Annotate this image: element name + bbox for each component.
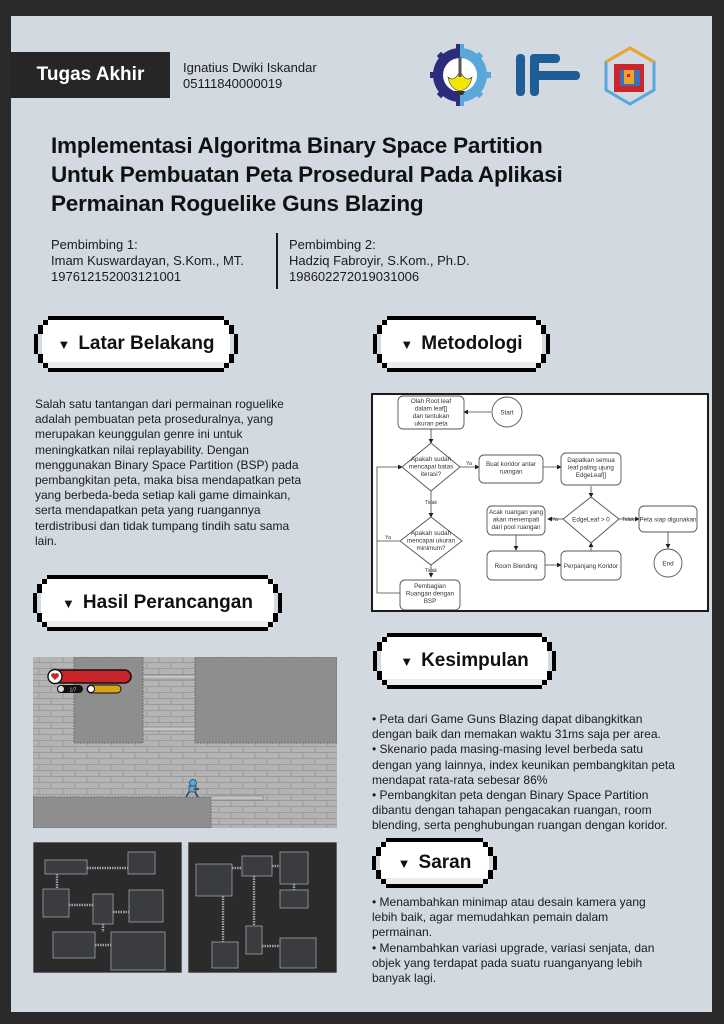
triangle-down-icon: ▼ bbox=[400, 336, 414, 352]
advisor-1-name: Imam Kuswardayan, S.Kom., MT. bbox=[51, 253, 244, 268]
text-line: lebih baik, agar memudahkan pemain dalam bbox=[372, 910, 609, 925]
text-line: permainan. bbox=[372, 925, 433, 940]
text-line: • Menambahkan variasi upgrade, variasi senjata, dan bbox=[372, 940, 655, 955]
flow-text: Olah Root leaf bbox=[410, 398, 452, 405]
flow-text: akan menempati bbox=[492, 516, 540, 524]
text-line: dengan yang lainnya, index keunikan pembangkitan peta bbox=[372, 757, 675, 772]
flow-edge-label: Ya bbox=[552, 517, 558, 523]
kesimpulan-text bbox=[372, 712, 707, 834]
text-line: • Menambahkan minimap atau desain kamera yang bbox=[372, 895, 646, 909]
flow-text: Room Blending bbox=[494, 563, 538, 570]
flow-text: ruangan bbox=[499, 468, 523, 476]
flow-text: dari pool ruangan bbox=[491, 524, 541, 531]
section-title: Metodologi bbox=[421, 333, 523, 354]
flow-text: dalam leaf[] bbox=[414, 405, 448, 413]
its-logo bbox=[430, 44, 491, 106]
flow-text: leaf paling ujung bbox=[568, 464, 614, 472]
saran-text bbox=[372, 895, 707, 986]
advisor-1-id: 197612152003121001 bbox=[51, 269, 182, 284]
flow-text: Perpanjang Koridor bbox=[563, 563, 619, 570]
text-line: merupakan keunggulan genre ini untuk bbox=[35, 427, 243, 442]
author-id: 05111840000019 bbox=[183, 76, 283, 91]
methodology-flowchart bbox=[371, 393, 709, 612]
advisor-1 bbox=[51, 237, 244, 285]
flow-text: iterasi? bbox=[420, 471, 442, 478]
flow-text: minimum? bbox=[416, 545, 446, 552]
text-line: menggunakan Binary Space Partition (BSP) pada bbox=[35, 457, 299, 472]
flow-text: EdgeLeaf[] bbox=[575, 472, 607, 479]
triangle-down-icon: ▼ bbox=[397, 855, 411, 871]
section-header-saran bbox=[372, 838, 497, 888]
gb-logo bbox=[606, 48, 654, 104]
if-logo bbox=[516, 54, 580, 96]
text-line: pembangkitan peta, maka bisa mendapatkan peta bbox=[35, 473, 302, 488]
advisor-1-label: Pembimbing 1: bbox=[51, 237, 138, 252]
flow-text: Apakah sudah bbox=[410, 456, 452, 463]
ammo-icon bbox=[58, 686, 65, 693]
flow-text: ukuran peta bbox=[414, 420, 448, 428]
advisor-2 bbox=[289, 237, 470, 285]
author-name: Ignatius Dwiki Iskandar bbox=[183, 60, 317, 75]
thesis-tag-label: Tugas Akhir bbox=[36, 64, 145, 85]
game-screenshot bbox=[33, 657, 337, 828]
text-line: terdistribusi dan tidak tumpang tindih satu sama bbox=[35, 518, 290, 533]
flow-text: Ruangan dengan bbox=[405, 590, 455, 598]
flow-edge-label: Tidak bbox=[621, 517, 635, 523]
flow-text: BSP bbox=[423, 598, 437, 605]
text-line: blending, serta penghubungan ruangan dengan koridor. bbox=[372, 818, 668, 833]
minimap-1 bbox=[33, 842, 182, 973]
text-line: lain. bbox=[35, 533, 58, 548]
section-header-hasil-perancangan bbox=[33, 575, 282, 631]
text-line: dibantu dengan tahapan pengacakan ruangan, room bbox=[372, 803, 652, 818]
text-line: • Skenario pada masing-masing level berbeda satu bbox=[372, 742, 644, 757]
hud bbox=[48, 670, 131, 694]
advisor-2-name: Hadziq Fabroyir, S.Kom., Ph.D. bbox=[289, 253, 470, 268]
text-line: • Peta dari Game Guns Blazing dapat dibangkitkan bbox=[372, 712, 643, 726]
poster-title bbox=[51, 131, 671, 218]
section-title: Latar Belakang bbox=[78, 333, 215, 354]
section-header-metodologi bbox=[373, 316, 550, 372]
flow-text: Dapatkan semua bbox=[567, 457, 615, 464]
flow-start-label: Start bbox=[500, 409, 514, 417]
triangle-down-icon: ▼ bbox=[62, 595, 75, 611]
section-header-latar-belakang bbox=[34, 316, 238, 372]
text-line: banyak lagi. bbox=[372, 971, 437, 986]
flow-text: mencapai batas bbox=[408, 463, 454, 471]
flow-edge-label: Ya bbox=[385, 535, 391, 541]
author-block bbox=[183, 60, 317, 92]
triangle-down-icon: ▼ bbox=[400, 653, 414, 669]
text-line: objek yang terdapat pada suatu ruanganyang lebih bbox=[372, 955, 643, 970]
flow-text: mencapai ukuran bbox=[406, 537, 456, 545]
advisor-divider bbox=[276, 233, 278, 289]
flow-text: Pembagian bbox=[414, 583, 446, 590]
text-line: yang berbeda-beda setiap kali game dimainkan, bbox=[35, 488, 291, 503]
flow-text: Acak ruangan yang bbox=[488, 509, 544, 516]
text-line: adalah pembuatan peta proseduralnya, yang bbox=[35, 412, 274, 427]
text-line: dengan baik dan memakan waktu 31ms saja per area. bbox=[372, 727, 661, 742]
text-line: serta mendapatkan peta yang ruangannya bbox=[35, 503, 261, 518]
advisor-2-id: 198602272019031006 bbox=[289, 269, 420, 284]
text-line: Salah satu tantangan dari permainan roguelike bbox=[35, 397, 284, 411]
energy-icon bbox=[88, 686, 95, 693]
title-line-3: Permainan Roguelike Guns Blazing bbox=[51, 191, 424, 216]
title-line-2: Untuk Pembuatan Peta Prosedural Pada Aplikasi bbox=[51, 162, 563, 187]
flow-text: Buat koridor antar bbox=[485, 461, 537, 468]
thesis-tag bbox=[11, 52, 170, 98]
flow-text: EdgeLeaf > 0 bbox=[572, 516, 610, 524]
section-title: Hasil Perancangan bbox=[82, 592, 253, 613]
logos bbox=[430, 42, 660, 108]
text-line: meningkatkan nilai replayability. Dengan bbox=[35, 442, 249, 457]
flow-edge-label: Tidak bbox=[424, 568, 438, 574]
section-header-kesimpulan bbox=[373, 633, 556, 689]
latar-belakang-text bbox=[35, 397, 345, 549]
flow-edge-label: Tidak bbox=[424, 500, 438, 506]
minimap-2 bbox=[188, 842, 337, 973]
text-line: • Pembangkitan peta dengan Binary Space Partition bbox=[372, 788, 649, 803]
section-title: Saran bbox=[418, 852, 472, 873]
flow-text: Peta siap digunakan bbox=[639, 516, 697, 524]
flow-edge-label: Ya bbox=[466, 461, 472, 467]
section-title: Kesimpulan bbox=[421, 650, 529, 671]
hud-ammo-count: 1/7 bbox=[69, 687, 77, 694]
advisor-2-label: Pembimbing 2: bbox=[289, 237, 376, 252]
text-line: mendapat rata-rata sebesar 86% bbox=[372, 772, 548, 787]
title-line-1: Implementasi Algoritma Binary Space Partition bbox=[51, 133, 543, 158]
flow-text: End bbox=[662, 560, 674, 568]
triangle-down-icon: ▼ bbox=[57, 336, 71, 352]
flow-text: Apakah sudah bbox=[410, 530, 452, 537]
flow-text: dan tentukan bbox=[412, 413, 450, 420]
